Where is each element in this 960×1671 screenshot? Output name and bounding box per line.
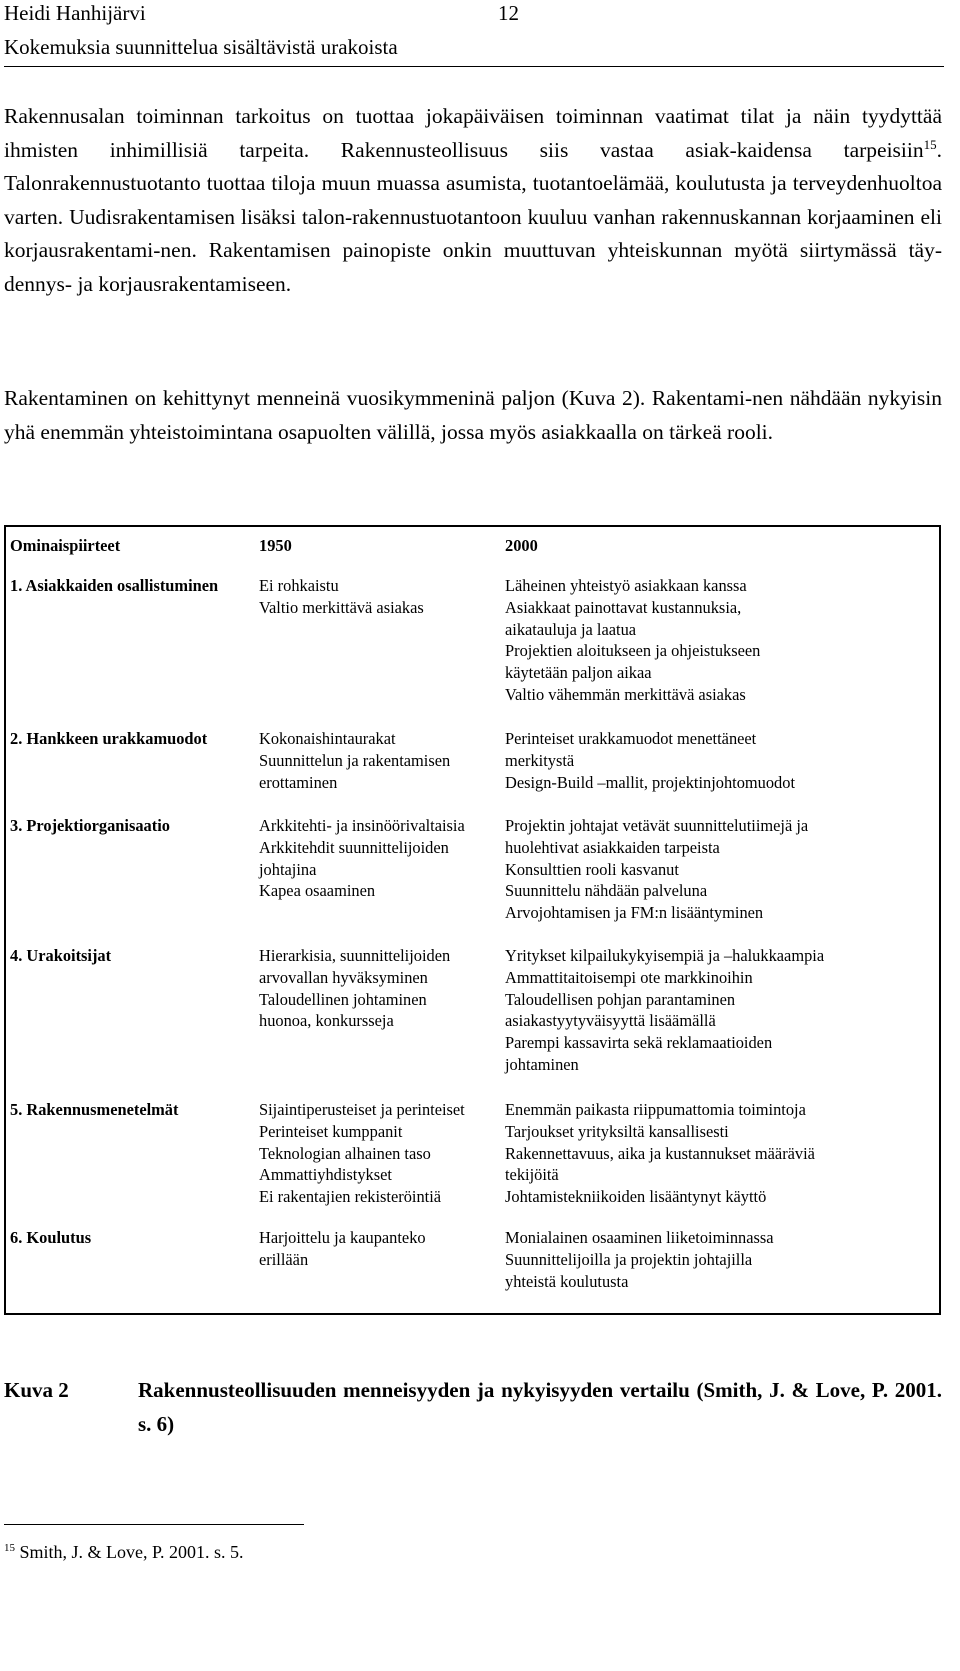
- header-rule: [4, 66, 944, 67]
- table-cell-line: Harjoittelu ja kaupanteko: [259, 1228, 426, 1247]
- table-header-feature: Ominaispiirteet: [10, 536, 121, 555]
- footnote-number: 15: [4, 1542, 15, 1554]
- paragraph-1: [4, 100, 942, 302]
- table-cell-1950: [259, 575, 424, 619]
- table-cell-1950: [259, 728, 450, 793]
- table-cell-line: Arvojohtamisen ja FM:n lisääntyminen: [505, 903, 764, 923]
- table-header-1950: 1950: [259, 536, 292, 555]
- paragraph-1-text: Rakennusalan toiminnan tarkoitus on tuottaa jokapäiväisen toiminnan vaatimat tilat ja näin tyydyttää ihmisten inhimillisiä tarpeita. Rakennusteollisuus siis vastaa asiak-kaidensa tarpeisiin: [4, 104, 942, 162]
- table-cell-feature: 2. Hankkeen urakkamuodot: [10, 729, 208, 748]
- document-subtitle: Kokemuksia suunnittelua sisältävistä urakoista: [4, 35, 398, 59]
- table-cell-line: Sijaintiperusteiset ja perinteiset: [259, 1100, 465, 1119]
- table-cell-line: erillään: [259, 1249, 309, 1269]
- table-cell-line: johtajina: [259, 859, 317, 879]
- table-cell-line: arvovallan hyväksyminen: [259, 967, 428, 987]
- table-cell-line: Taloudellinen johtaminen: [259, 989, 427, 1009]
- table-cell-line: huolehtivat asiakkaiden tarpeista: [505, 837, 720, 857]
- table-cell-line: Ammattitaitoisempi ote markkinoihin: [505, 967, 753, 987]
- table-cell-feature: 6. Koulutus: [10, 1228, 92, 1247]
- footnote-rule: [4, 1524, 304, 1525]
- table-cell-line: Monialainen osaaminen liiketoiminnassa: [505, 1228, 774, 1247]
- table-cell-2000: [505, 1099, 815, 1208]
- table-cell-line: käytetään paljon aikaa: [505, 663, 652, 683]
- table-cell-line: Projektin johtajat vetävät suunnittelutiimejä ja: [505, 816, 809, 835]
- table-cell-line: Konsulttien rooli kasvanut: [505, 859, 679, 879]
- table-cell-1950: [259, 1099, 465, 1208]
- table-cell-feature: 5. Rakennusmenetelmät: [10, 1100, 179, 1119]
- footnote: [4, 1540, 244, 1564]
- table-cell-1950: [259, 1227, 426, 1271]
- page-number: 12: [498, 1, 519, 25]
- footnote-text: Smith, J. & Love, P. 2001. s. 5.: [15, 1542, 244, 1562]
- table-cell-line: Teknologian alhainen taso: [259, 1143, 431, 1163]
- table-cell-line: Arkkitehdit suunnittelijoiden: [259, 837, 449, 857]
- table-cell-line: Ei rakentajien rekisteröintiä: [259, 1187, 442, 1207]
- paragraph-1-text-continued: . Talonrakennustuotanto tuottaa tiloja muun muassa asumista, tuotantoelämää, koulutusta ja terveydenhuoltoa varten. Uudisrakentamisen lisäksi talon-rakennustuotantoon kuuluu vanhan rakennuskannan korjaaminen eli korjausrakentami-nen. Rakentamisen painopiste onkin muuttuvan yhteiskunnan myötä siirtymässä täy-dennys- ja korjausrakentamiseen.: [4, 137, 942, 296]
- table-cell-line: yhteistä koulutusta: [505, 1271, 629, 1291]
- table-cell-feature: 4. Urakoitsijat: [10, 946, 112, 965]
- table-cell-line: Perinteiset urakkamuodot menettäneet: [505, 729, 757, 748]
- table-cell-1950: [259, 945, 450, 1032]
- table-cell-line: Suunnittelijoilla ja projektin johtajilla: [505, 1249, 753, 1269]
- table-cell-line: huonoa, konkursseja: [259, 1011, 394, 1031]
- table-cell-line: tekijöitä: [505, 1165, 559, 1185]
- table-cell-line: merkitystä: [505, 750, 575, 770]
- table-cell-line: Projektien aloitukseen ja ohjeistukseen: [505, 641, 761, 661]
- table-cell-line: Taloudellisen pohjan parantaminen: [505, 989, 736, 1009]
- figure-label: Kuva 2: [4, 1378, 69, 1402]
- comparison-table: [4, 525, 941, 1315]
- table-cell-2000: [505, 728, 795, 793]
- table-cell-line: Kapea osaaminen: [259, 881, 376, 901]
- table-cell-2000: [505, 945, 824, 1076]
- table-cell-line: erottaminen: [259, 772, 338, 792]
- table-cell-line: Kokonaishintaurakat: [259, 729, 396, 748]
- table-cell-line: Rakennettavuus, aika ja kustannukset määräviä: [505, 1143, 815, 1163]
- figure-caption: Rakennusteollisuuden menneisyyden ja nykyisyyden vertailu (Smith, J. & Love, P. 2001. s. 6): [138, 1378, 942, 1436]
- table-cell-line: Perinteiset kumppanit: [259, 1121, 403, 1141]
- table-cell-line: Tarjoukset yrityksiltä kansallisesti: [505, 1121, 729, 1141]
- table-cell-1950: [259, 815, 465, 902]
- paragraph-2: Rakentaminen on kehittynyt menneinä vuosikymmeninä paljon (Kuva 2). Rakentami-nen nähdään nykyisin yhä enemmän yhteistoimintana osapuolten välillä, jossa myös asiakkaalla on tärkeä rooli.: [4, 386, 942, 444]
- table-header-2000: 2000: [505, 536, 538, 555]
- table-cell-line: aikatauluja ja laatua: [505, 619, 637, 639]
- table-cell-2000: [505, 575, 760, 706]
- table-cell-line: Parempi kassavirta sekä reklamaatioiden: [505, 1033, 773, 1053]
- table-cell-line: Läheinen yhteistyö asiakkaan kanssa: [505, 576, 747, 595]
- table-cell-feature: 1. Asiakkaiden osallistuminen: [10, 576, 219, 595]
- table-cell-2000: [505, 1227, 774, 1292]
- table-cell-line: johtaminen: [505, 1054, 579, 1074]
- table-cell-line: Suunnittelu nähdään palveluna: [505, 881, 708, 901]
- footnote-reference: 15: [923, 136, 937, 152]
- table-cell-line: Design-Build –mallit, projektinjohtomuodot: [505, 772, 796, 792]
- table-cell-line: Asiakkaat painottavat kustannuksia,: [505, 597, 742, 617]
- table-cell-line: Valtio merkittävä asiakas: [259, 597, 424, 617]
- table-cell-line: Johtamistekniikoiden lisääntynyt käyttö: [505, 1187, 767, 1207]
- table-cell-line: Yritykset kilpailukykyisempiä ja –halukkaampia: [505, 946, 825, 965]
- table-cell-line: Suunnittelun ja rakentamisen: [259, 750, 451, 770]
- table-cell-line: asiakastyytyväisyyttä lisäämällä: [505, 1011, 716, 1031]
- table-cell-line: Arkkitehti- ja insinöörivaltaisia: [259, 816, 465, 835]
- table-cell-line: Ei rohkaistu: [259, 576, 339, 595]
- table-cell-line: Enemmän paikasta riippumattomia toimintoja: [505, 1100, 806, 1119]
- author-name: Heidi Hanhijärvi: [4, 1, 146, 25]
- table-cell-feature: 3. Projektiorganisaatio: [10, 816, 170, 835]
- table-cell-line: Hierarkisia, suunnittelijoiden: [259, 946, 451, 965]
- table-cell-line: Ammattiyhdistykset: [259, 1165, 392, 1185]
- table-cell-2000: [505, 815, 808, 924]
- table-cell-line: Valtio vähemmän merkittävä asiakas: [505, 684, 746, 704]
